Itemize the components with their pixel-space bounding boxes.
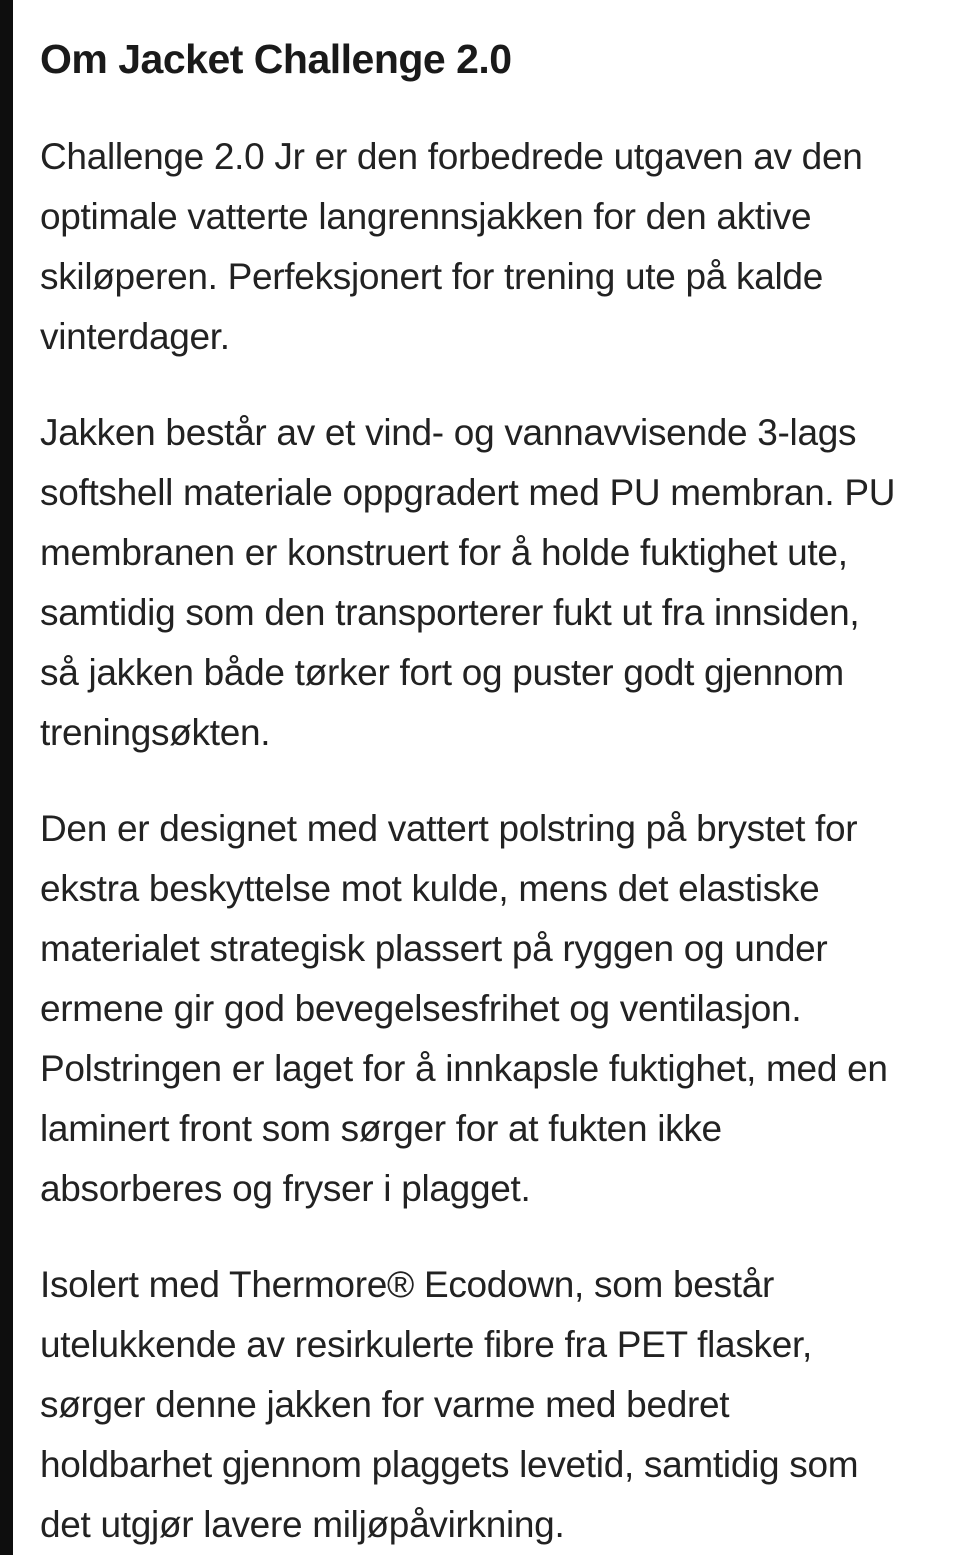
description-paragraph: Den er designet med vattert polstring på brystet for ekstra beskyttelse mot kulde, mens det elastiske materialet strategisk plassert på ryggen og under ermene gir god bevegelsesfrihet og ventilasjon. Polstringen er laget for å innkapsle fuktighet, med en laminert front som sørger for at fukten ikke absorberes og fryser i plagget. — [40, 808, 888, 1209]
product-description-body — [40, 127, 902, 1555]
product-description-section — [13, 0, 960, 1555]
product-description-heading: Om Jacket Challenge 2.0 — [40, 36, 512, 82]
description-paragraph: Isolert med Thermore® Ecodown, som består utelukkende av resirkulerte fibre fra PET flasker, sørger denne jakken for varme med bedret holdbarhet gjennom plaggets levetid, samtidig som det utgjør lavere miljøpåvirkning. — [40, 1264, 859, 1545]
left-edge-bar — [0, 0, 13, 1555]
description-paragraph: Jakken består av et vind- og vannavvisende 3-lags softshell materiale oppgradert med PU membran. PU membranen er konstruert for å holde fuktighet ute, samtidig som den transporterer fukt ut fra innsiden, så jakken både tørker fort og puster godt gjennom treningsøkten. — [40, 412, 896, 753]
description-paragraph: Challenge 2.0 Jr er den forbedrede utgaven av den optimale vatterte langrennsjakken for den aktive skiløperen. Perfeksjonert for trening ute på kalde vinterdager. — [40, 136, 863, 357]
